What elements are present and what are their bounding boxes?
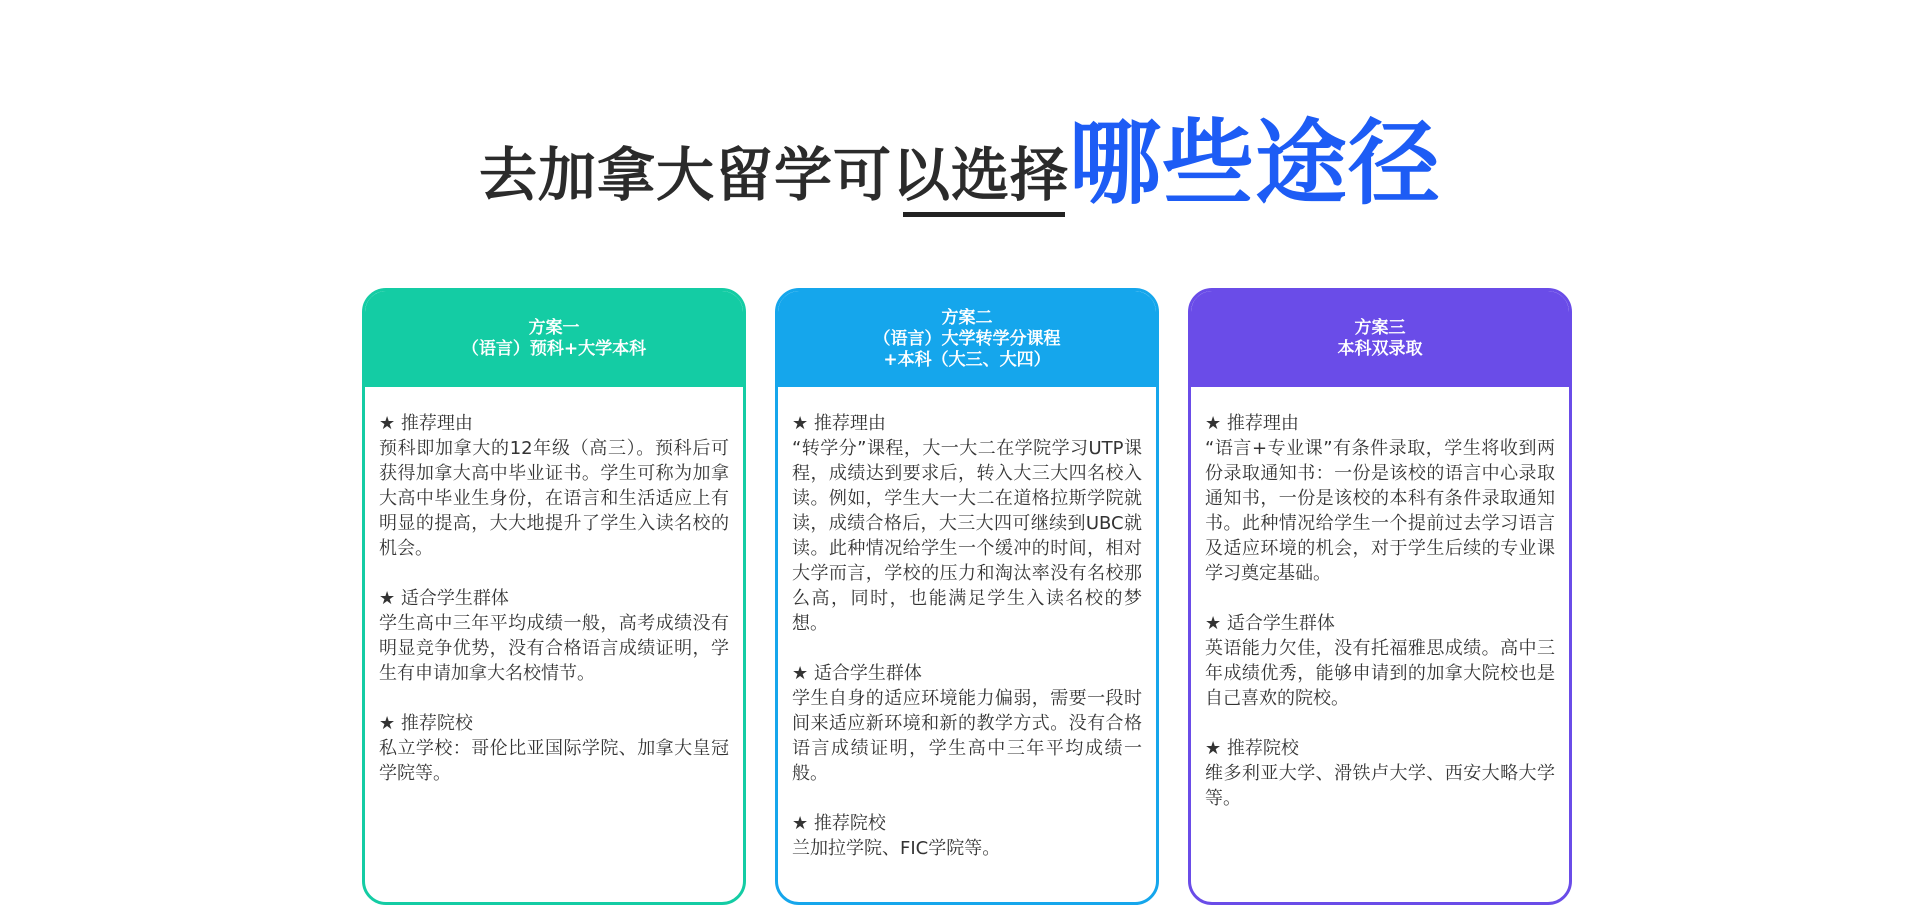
card-header xyxy=(365,291,743,387)
page-title xyxy=(0,90,1920,222)
section-text: “语言+专业课”有条件录取，学生将收到两份录取通知书：一份是该校的语言中心录取通知书，一份是该校的本科有条件录取通知书。此种情况给学生一个提前过去学习语言及适应环境的机会，对于学生后续的专业课学习奠定基础。 xyxy=(1205,438,1555,584)
section-heading: ★ 适合学生群体 xyxy=(1205,613,1335,634)
card-option-subtitle: 本科双录取 xyxy=(1337,339,1423,359)
section-text: “转学分”课程，大一大二在学院学习UTP课程，成绩达到要求后，转入大三大四名校入读。例如，学生大一大二在道格拉斯学院就读，成绩合格后，大三大四可继续到UBC就读。此种情况给学生一个缓冲的时间，相对大学而言，学校的压力和淘汰率没有名校那么高，同时，也能满足学生入读名校的梦想。 xyxy=(792,438,1142,634)
section-heading: ★ 推荐理由 xyxy=(379,413,473,434)
section-text: 私立学校：哥伦比亚国际学院、加拿大皇冠学院等。 xyxy=(379,738,729,784)
section-heading: ★ 推荐理由 xyxy=(792,413,886,434)
card-section xyxy=(792,661,1142,786)
section-heading: ★ 推荐院校 xyxy=(379,713,473,734)
card-option-subtitle: （语言）预科+大学本科 xyxy=(461,339,647,359)
section-text: 英语能力欠佳，没有托福雅思成绩。高中三年成绩优秀，能够申请到的加拿大院校也是自己喜欢的院校。 xyxy=(1205,638,1555,709)
card-option-1 xyxy=(362,288,746,905)
page-title-accent: 哪些途径 xyxy=(1069,110,1442,217)
card-option-label: 方案二 xyxy=(941,307,993,328)
section-heading: ★ 推荐院校 xyxy=(792,813,886,834)
section-heading: ★ 适合学生群体 xyxy=(792,663,922,684)
card-option-label: 方案一 xyxy=(528,318,580,338)
card-section xyxy=(1205,736,1555,811)
card-header xyxy=(778,291,1156,387)
card-section xyxy=(1205,611,1555,711)
card-body xyxy=(778,387,1156,861)
section-heading: ★ 适合学生群体 xyxy=(379,588,509,609)
section-text: 预科即加拿大的12年级（高三）。预科后可获得加拿大高中毕业证书。学生可称为加拿大高中毕业生身份，在语言和生活适应上有明显的提高，大大地提升了学生入读名校的机会。 xyxy=(379,438,729,559)
section-heading: ★ 推荐院校 xyxy=(1205,738,1299,759)
page-title-main: 去加拿大留学可以选择 xyxy=(478,141,1069,209)
card-section xyxy=(792,811,1142,861)
card-body xyxy=(1191,387,1569,811)
card-section xyxy=(379,411,729,561)
card-section xyxy=(1205,411,1555,586)
card-option-2 xyxy=(775,288,1159,905)
section-text: 学生自身的适应环境能力偏弱，需要一段时间来适应新环境和新的教学方式。没有合格语言成绩证明，学生高中三年平均成绩一般。 xyxy=(792,688,1142,784)
section-text: 兰加拉学院、FIC学院等。 xyxy=(792,838,1001,859)
card-body xyxy=(365,387,743,786)
card-option-3 xyxy=(1188,288,1572,905)
card-section xyxy=(792,411,1142,636)
card-section xyxy=(379,586,729,686)
section-text: 维多利亚大学、滑铁卢大学、西安大略大学等。 xyxy=(1205,763,1555,809)
card-option-subtitle: （语言）大学转学分课程 xyxy=(873,328,1061,349)
card-option-subtitle: +本科（大三、大四） xyxy=(883,349,1051,370)
card-header xyxy=(1191,291,1569,387)
title-underline-divider xyxy=(903,212,1065,217)
section-text: 学生高中三年平均成绩一般，高考成绩没有明显竞争优势，没有合格语言成绩证明，学生有申请加拿大名校情节。 xyxy=(379,613,729,684)
section-heading: ★ 推荐理由 xyxy=(1205,413,1299,434)
card-section xyxy=(379,711,729,786)
card-option-label: 方案三 xyxy=(1354,318,1406,338)
